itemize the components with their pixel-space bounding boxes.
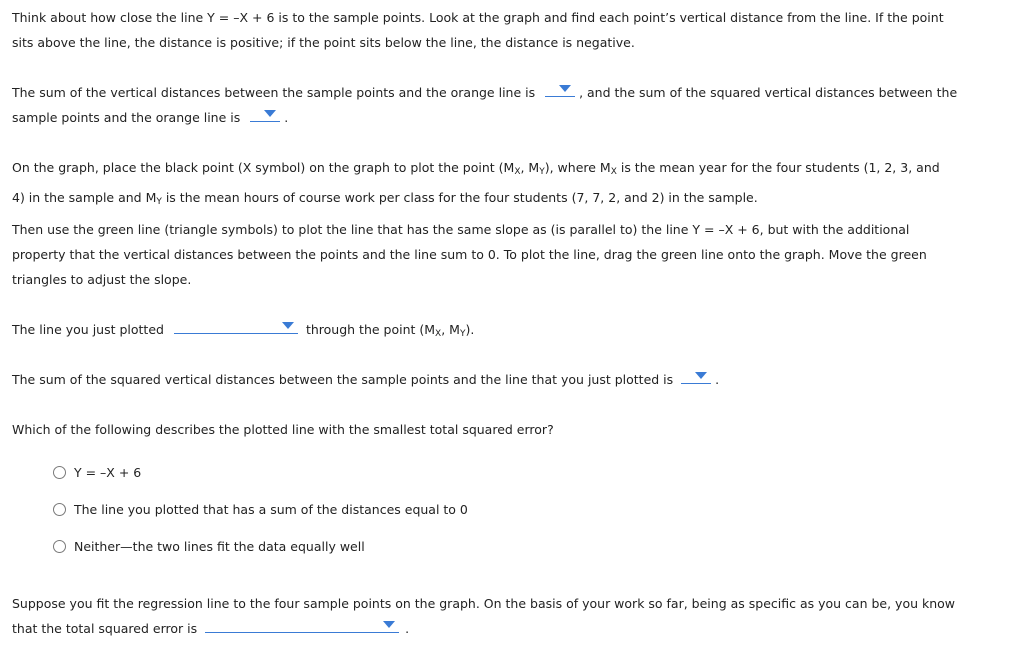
radio-option-label: Y = –X + 6 <box>74 465 142 480</box>
chevron-down-icon <box>264 110 276 117</box>
plotted-line-sentence <box>12 317 1012 347</box>
sum-distances-dropdown[interactable] <box>545 80 575 97</box>
radio-button[interactable] <box>53 503 66 516</box>
radio-button[interactable] <box>53 540 66 553</box>
graph-instruction-line-1 <box>12 155 1012 185</box>
plotted-text-after-3: ). <box>465 322 475 337</box>
graph-instruction-text-a1: On the graph, place the black point (X symbol) on the graph to plot the point (M <box>12 160 515 175</box>
graph-instruction-text-a3: ), where M <box>544 160 611 175</box>
subscript-y: Y <box>156 197 162 207</box>
regression-paragraph <box>12 591 1012 641</box>
subscript-y: Y <box>539 167 545 177</box>
subscript-y: Y <box>459 329 466 339</box>
chevron-down-icon <box>559 85 571 92</box>
subscript-x: X <box>514 167 521 177</box>
sums-line-1 <box>12 80 1012 105</box>
radio-option-label: The line you plotted that has a sum of the distances equal to 0 <box>74 502 468 517</box>
regression-line-1: Suppose you fit the regression line to the four sample points on the graph. On the basis of your work so far, being as specific as you can be, you know <box>12 596 956 611</box>
green-line-instruction-paragraph <box>12 217 1012 292</box>
graph-instruction-text-a2: , M <box>520 160 540 175</box>
chevron-down-icon <box>695 372 707 379</box>
subscript-x: X <box>610 167 617 177</box>
green-instruction-line-1: Then use the green line (triangle symbols) to plot the line that has the same slope as (is parallel to) the line Y = –X + 6, but with the additional <box>12 222 910 237</box>
plotted-text-after-1: through the point (M <box>305 322 436 337</box>
squared-plotted-end: . <box>715 372 720 387</box>
chevron-down-icon <box>282 322 294 329</box>
sums-line-2 <box>12 105 1012 130</box>
graph-instruction-line-2 <box>12 185 1012 215</box>
intro-line-2: sits above the line, the distance is positive; if the point sits below the line, the distance is negative. <box>12 35 635 50</box>
regression-line-2 <box>12 616 1012 641</box>
sums-text-3: sample points and the orange line is <box>12 110 241 125</box>
subscript-x: X <box>435 329 442 339</box>
regression-end: . <box>405 621 410 636</box>
sums-paragraph <box>12 80 1012 130</box>
graph-instruction-text-b2: is the mean hours of course work per class for the four students (7, 7, 2, and 2) in the sample. <box>161 190 758 205</box>
plotted-text-after-2: , M <box>441 322 460 337</box>
question-text: Which of the following describes the plotted line with the smallest total squared error? <box>12 422 554 437</box>
sums-text-1: The sum of the vertical distances between the sample points and the orange line is <box>12 85 536 100</box>
plotted-text-before: The line you just plotted <box>12 322 164 337</box>
graph-instruction-text-b1: 4) in the sample and M <box>12 190 157 205</box>
intro-line-1: Think about how close the line Y = –X + 6 is to the sample points. Look at the graph and find each point’s vertical distance from the line. If the point <box>12 10 944 25</box>
regression-text: that the total squared error is <box>12 621 198 636</box>
radio-option-2[interactable] <box>53 502 468 518</box>
radio-button[interactable] <box>53 466 66 479</box>
passes-through-dropdown[interactable] <box>174 317 298 334</box>
graph-instruction-paragraph <box>12 155 1012 215</box>
total-squared-error-dropdown[interactable] <box>205 616 399 633</box>
sum-squared-distances-dropdown[interactable] <box>250 105 280 122</box>
sums-text-4: . <box>284 110 289 125</box>
squared-plotted-text: The sum of the squared vertical distances between the sample points and the line that you just plotted is <box>12 372 674 387</box>
intro-paragraph <box>12 5 1012 55</box>
green-instruction-line-3: triangles to adjust the slope. <box>12 272 192 287</box>
squared-plotted-sentence <box>12 367 1012 392</box>
chevron-down-icon <box>383 621 395 628</box>
green-instruction-line-2: property that the vertical distances between the points and the line sum to 0. To plot the line, drag the green line onto the graph. Move the green <box>12 247 927 262</box>
radio-option-3[interactable] <box>53 539 365 555</box>
graph-instruction-text-a4: is the mean year for the four students (1, 2, 3, and <box>616 160 940 175</box>
radio-option-label: Neither—the two lines fit the data equally well <box>74 539 365 554</box>
radio-option-1[interactable] <box>53 465 141 481</box>
squared-plotted-dropdown[interactable] <box>681 367 711 384</box>
sums-text-2: , and the sum of the squared vertical distances between the <box>579 85 958 100</box>
